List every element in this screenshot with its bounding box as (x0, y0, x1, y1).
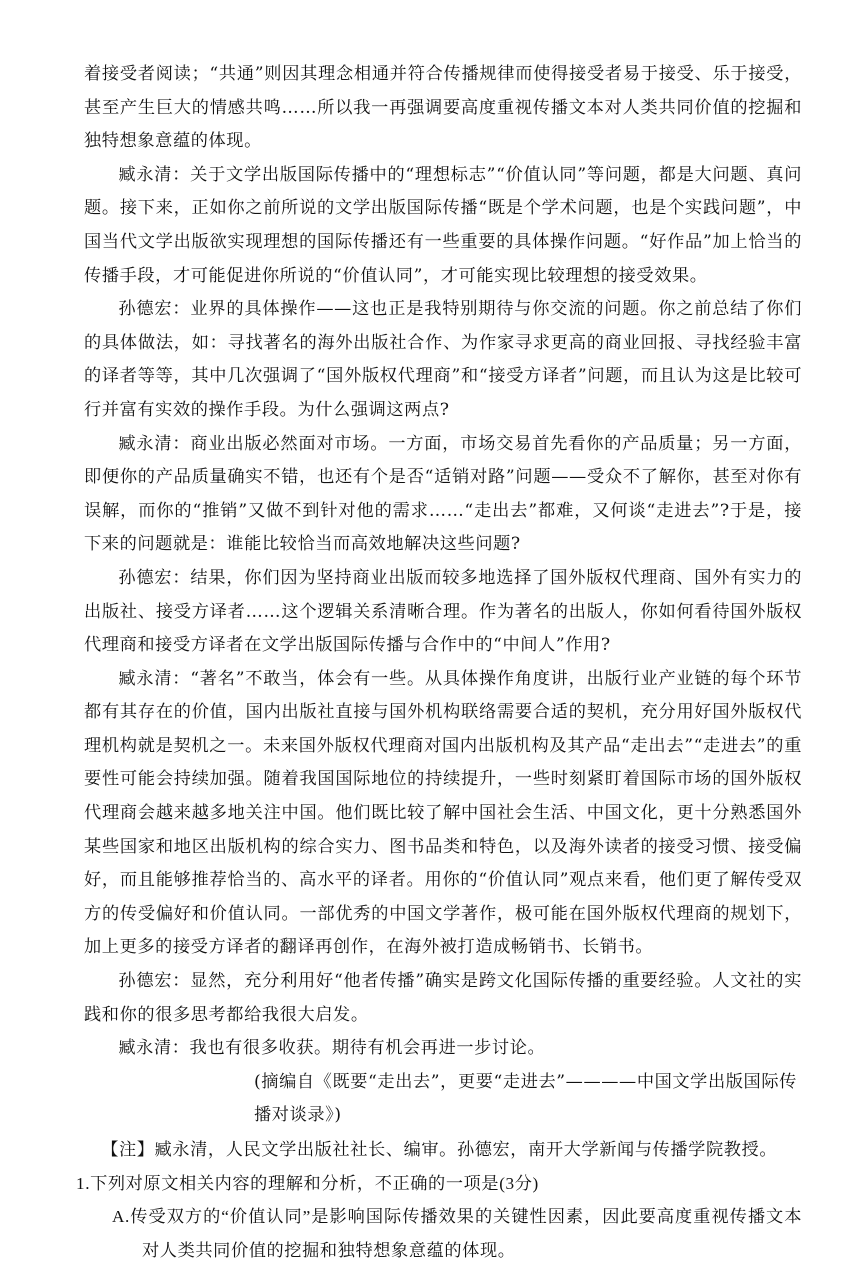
paragraph-sun-3: 孙德宏：显然，充分利用好“他者传播”确实是跨文化国际传播的重要经验。人文社的实践和你的很多思考都给我很大启发。 (84, 971, 802, 1025)
paragraph-zang-2: 臧永清：商业出版必然面对市场。一方面，市场交易首先看你的产品质量；另一方面，即便你的产品质量确实不错，也还有个是否“适销对路”问题——受众不了解你，甚至对你有误解，而你的“推销”又做不到针对他的需求……“走出去”都难，又何谈“走进去”?于是，接下来的问题就是：谁能比较恰当而高效地解决这些问题? (84, 433, 802, 555)
paragraph-sun-1: 孙德宏：业界的具体操作——这也正是我特别期待与你交流的问题。你之前总结了你们的具体做法，如：寻找著名的海外出版社合作、为作家寻求更高的商业回报、寻找经验丰富的译者等等，其中几次强调了“国外版权代理商”和“接受方译者”问题，而且认为这是比较可行并富有实效的操作手段。为什么强调这两点? (84, 299, 802, 420)
paragraph-continued: 着接受者阅读；“共通”则因其理念相通并符合传播规律而使得接受者易于接受、乐于接受，甚至产生巨大的情感共鸣……所以我一再强调要高度重视传播文本对人类共同价值的挖掘和独特想象意蕴的体现。 (84, 64, 802, 152)
paragraph-sun-2: 孙德宏：结果，你们因为坚持商业出版而较多地选择了国外版权代理商、国外有实力的出版社、接受方译者……这个逻辑关系清晰合理。作为著名的出版人，你如何看待国外版权代理商和接受方译者在文学出版国际传播与合作中的“中间人”作用? (84, 567, 802, 656)
option-a: A.传受双方的“价值认同”是影响国际传播效果的关键性因素，因此要高度重视传播文本对人类共同价值的挖掘和独特想象意蕴的体现。 (112, 1207, 802, 1260)
author-note: 【注】臧永清，人民文学出版社社长、编审。孙德宏，南开大学新闻与传播学院教授。 (101, 1140, 778, 1159)
document-page (76, 58, 802, 1267)
source-citation: (摘编自《既要“走出去”，更要“走进去”————中国文学出版国际传播对谈录》) (254, 1071, 797, 1126)
question-1: 1.下列对原文相关内容的理解和分析，不正确的一项是(3分) (76, 1173, 539, 1193)
paragraph-zang-3: 臧永清：“著名”不敢当，体会有一些。从具体操作角度讲，出版行业产业链的每个环节都有其存在的价值，国内出版社直接与国外机构联络需要合适的契机，充分用好国外版权代理机构就是契机之一。未来国外版权代理商对国内出版机构及其产品“走出去”“走进去”的重要性可能会持续加强。随着我国国际地位的持续提升，一些时刻紧盯着国际市场的国外版权代理商会越来越多地关注中国。他们既比较了解中国社会生活、中国文化，更十分熟悉国外某些国家和地区出版机构的综合实力、图书品类和特色，以及海外读者的接受习惯、接受偏好，而且能够推荐恰当的、高水平的译者。用你的“价值认同”观点来看，他们更了解传受双方的传受偏好和价值认同。一部优秀的中国文学著作，极可能在国外版权代理商的规划下，加上更多的接受方译者的翻译再创作，在海外被打造成畅销书、长销书。 (84, 668, 802, 958)
paragraph-zang-1: 臧永清：关于文学出版国际传播中的“理想标志”“价值认同”等问题，都是大问题、真问题。接下来，正如你之前所说的文学出版国际传播“既是个学术问题，也是个实践问题”，中国当代文学出版欲实现理想的国际传播还有一些重要的具体操作问题。“好作品”加上恰当的传播手段，才可能促进你所说的“价值认同”，才可能实现比较理想的接受效果。 (84, 164, 802, 286)
paragraph-zang-4: 臧永清：我也有很多收获。期待有机会再进一步讨论。 (118, 1038, 546, 1059)
